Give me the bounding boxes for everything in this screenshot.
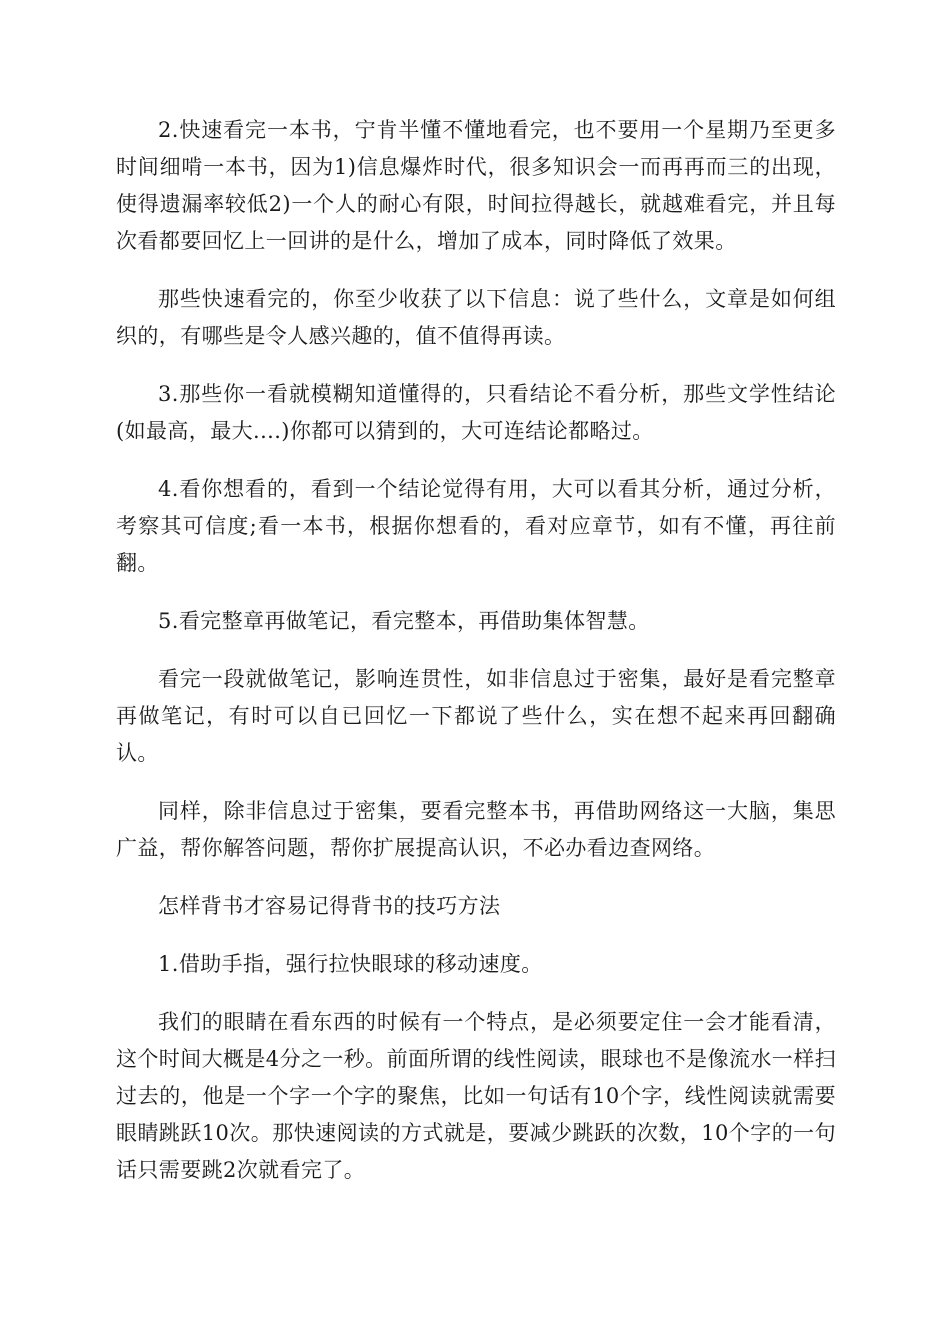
paragraph-eye-movement: 我们的眼睛在看东西的时候有一个特点，是必须要定住一会才能看清，这个时间大概是4分之一秒。前面所谓的线性阅读，眼球也不是像流水一样扫过去的，他是一个字一个字的聚焦，比如一句话有10个字，线性阅读就需要眼睛跳跃10次。那快速阅读的方式就是，要减少跳跃的次数，10个字的一句话只需要跳2次就看完了。 bbox=[116, 1010, 836, 1182]
document-body bbox=[116, 112, 836, 1210]
paragraph-fast-reading: 2.快速看完一本书，宁肯半懂不懂地看完，也不要用一个星期乃至更多时间细啃一本书，因为1)信息爆炸时代，很多知识会一而再再而三的出现，使得遗漏率较低2)一个人的耐心有限，时间拉得越长，就越难看完，并且每次看都要回忆上一回讲的是什么，增加了成本，同时降低了效果。 bbox=[116, 118, 836, 253]
paragraph-gains: 那些快速看完的，你至少收获了以下信息：说了些什么，文章是如何组织的，有哪些是令人感兴趣的，值不值得再读。 bbox=[116, 287, 836, 348]
paragraph-skip-conclusions: 3.那些你一看就模糊知道懂得的，只看结论不看分析，那些文学性结论(如最高，最大....)你都可以猜到的，大可连结论都略过。 bbox=[116, 382, 836, 443]
paragraph-network-wisdom: 同样，除非信息过于密集，要看完整本书，再借助网络这一大脑，集思广益，帮你解答问题，帮你扩展提高认识，不必办看边查网络。 bbox=[116, 799, 836, 860]
paragraph-notes-continuity: 看完一段就做笔记，影响连贯性，如非信息过于密集，最好是看完整章再做笔记，有时可以自已回忆一下都说了些什么，实在想不起来再回翻确认。 bbox=[116, 667, 836, 765]
paragraph-read-what-you-want: 4.看你想看的，看到一个结论觉得有用，大可以看其分析，通过分析，考察其可信度;看一本书，根据你想看的，看对应章节，如有不懂，再往前翻。 bbox=[116, 477, 836, 575]
paragraph-use-finger: 1.借助手指，强行拉快眼球的移动速度。 bbox=[158, 952, 543, 976]
paragraph-notes-after-chapter: 5.看完整章再做笔记，看完整本，再借助集体智慧。 bbox=[158, 609, 650, 633]
section-heading: 怎样背书才容易记得背书的技巧方法 bbox=[158, 894, 501, 918]
